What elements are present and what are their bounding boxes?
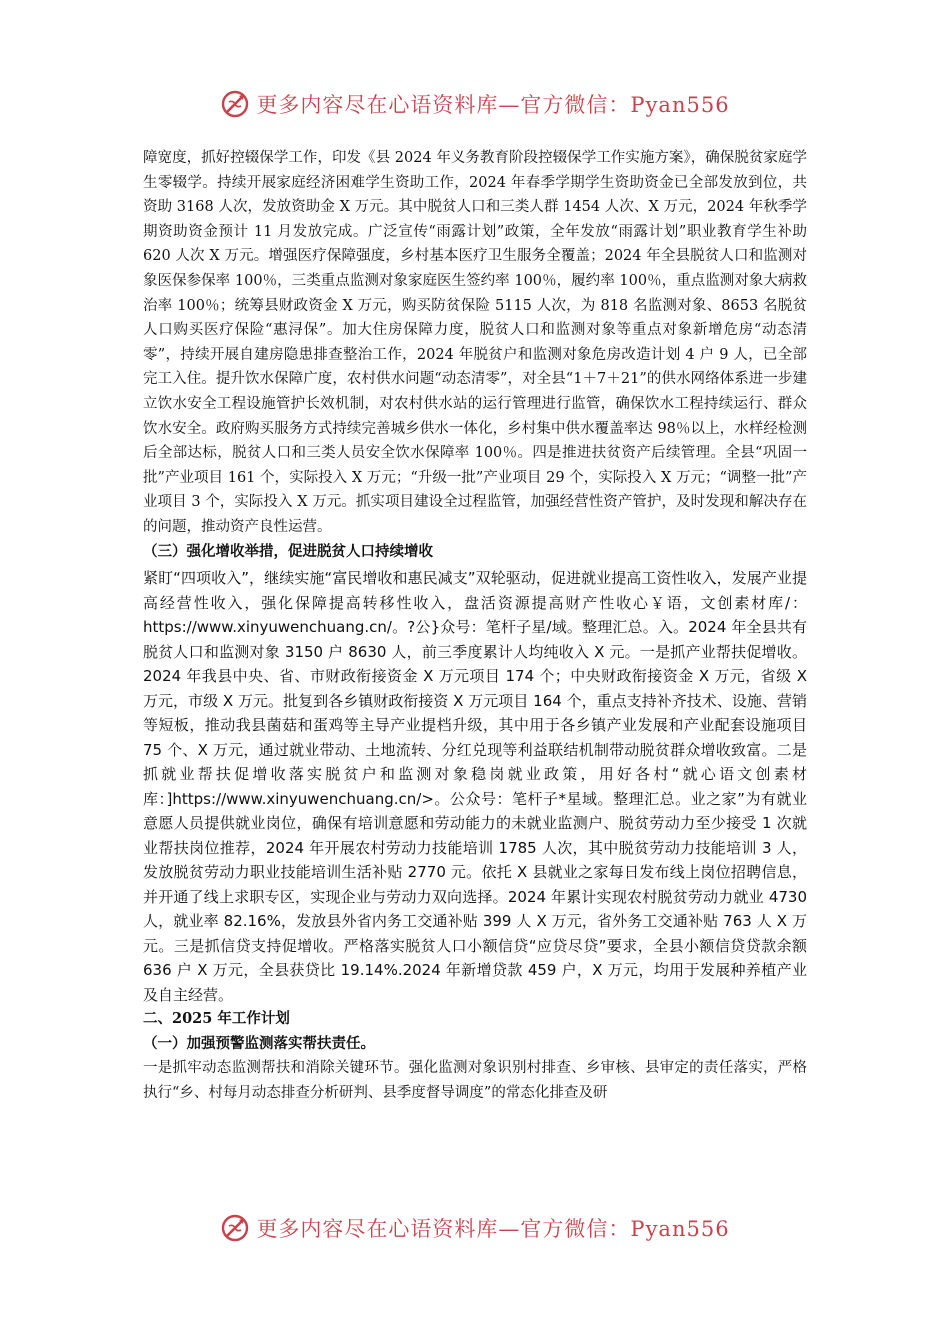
document-body <box>143 146 807 1105</box>
banner-text: 更多内容尽在心语资料库—官方微信：Pyan556 <box>256 1217 730 1241</box>
footer-banner <box>0 1208 950 1248</box>
subsection-heading-monitoring: （一）加强预警监测落实帮扶责任。 <box>143 1034 375 1052</box>
brand-logo-icon <box>220 89 250 119</box>
paragraph-income-measures: 紧盯“四项收入”，继续实施“富民增收和惠民减支”双轮驱动，促进就业提高工资性收入，发展产业提高经营性收入，强化保障提高转移性收入，盘活资源提高财产性收心￥语，文创素材库/：https://www.xinyuwenchuang.cn/。?公}众号：笔杆子星/域。整理汇总。入。2024 年全县共有脱贫人口和监测对象 3150 户 8630 人，前三季度累计人均纯收入 X 元。一是抓产业帮扶促增收。2024 年我县中央、省、市财政衔接资金 X 万元项目 174 个；中央财政衔接资金 X 万元，省级 X 万元，市级 X 万元。批复到各乡镇财政衔接资 X 万元项目 164 个，重点支持补齐技术、设施、营销等短板，推动我县菌菇和蛋鸡等主导产业提档升级，其中用于各乡镇产业发展和产业配套设施项目 75 个、X 万元，通过就业带动、土地流转、分红兑现等利益联结机制带动脱贫群众增收致富。二是抓就业帮扶促增收落实脱贫户和监测对象稳岗就业政策，用好各村“就心语文创素材库：]https://www.xinyuwenchuang.cn/>。公众号：笔杆子*星域。整理汇总。业之家”为有就业意愿人员提供就业岗位，确保有培训意愿和劳动能力的未就业监测户、脱贫劳动力至少接受 1 次就业帮扶岗位推荐，2024 年开展农村劳动力技能培训 1785 人次，其中脱贫劳动力技能培训 3 人，发放脱贫劳动力职业技能培训生活补贴 2770 元。依托 X 县就业之家每日发布线上岗位招聘信息，并开通了线上求职专区，实现企业与劳动力双向选择。2024 年累计实现农村脱贫劳动力就业 4730 人，就业率 82.16%，发放县外省内务工交通补贴 399 人 X 万元，省外务工交通补贴 763 人 X 万元。三是抓信贷支持促增收。严格落实脱贫人口小额信贷“应贷尽贷”要求，全县小额信贷贷款余额 636 户 X 万元，全县获贷比 19.14%.2024 年新增贷款 459 户，X 万元，均用于发展种养植产业及自主经营。 <box>143 569 807 1004</box>
paragraph-education-health-housing: 障宽度，抓好控辍保学工作，印发《县 2024 年义务教育阶段控辍保学工作实施方案》，确保脱贫家庭学生零辍学。持续开展家庭经济困难学生资助工作，2024 年春季学期学生资助资金已全部发放到位，共资助 3168 人次，发放资助金 X 万元。其中脱贫人口和三类人群 1454 人次、X 万元，2024 年秋季学期资助资金预计 11 月发放完成。广泛宣传“雨露计划”政策，全年发放“雨露计划”职业教育学生补助 620 人次 X 万元。增强医疗保障强度，乡村基本医疗卫生服务全覆盖；2024 年全县脱贫人口和监测对象医保参保率 100％，三类重点监测对象家庭医生签约率 100％，履约率 100％，重点监测对象大病救治率 100％；统筹县财政资金 X 万元，购买防贫保险 5115 人次，为 818 名监测对象、8653 名脱贫人口购买医疗保险“惠浔保”。加大住房保障力度，脱贫人口和监测对象等重点对象新增危房“动态清零”，持续开展自建房隐患排查整治工作，2024 年脱贫户和监测对象危房改造计划 4 户 9 人，已全部完工入住。提升饮水保障广度，农村供水问题“动态清零”，对全县“1＋7＋21”的供水网络体系进一步建立饮水安全工程设施管护长效机制，对农村供水站的运行管理进行监管，确保饮水工程持续运行、群众饮水安全。政府购买服务方式持续完善城乡供水一体化，乡村集中供水覆盖率达 98％以上，水样经检测后全部达标，脱贫人口和三类人员安全饮水保障率 100％。四是推进扶贫资产后续管理。全县“巩固一批”产业项目 161 个，实际投入 X 万元；“升级一批”产业项目 29 个，实际投入 X 万元；“调整一批”产业项目 3 个，实际投入 X 万元。抓实项目建设全过程监管，加强经营性资产管护，及时发现和解决存在的问题，推动资产良性运营。 <box>143 150 807 535</box>
header-banner <box>0 84 950 124</box>
paragraph-monitoring: 一是抓牢动态监测帮扶和消除关键环节。强化监测对象识别村排查、乡审核、县审定的责任落实，严格执行“乡、村每月动态排查分析研判、县季度督导调度”的常态化排查及研 <box>143 1060 807 1101</box>
brand-logo-icon <box>220 1213 250 1243</box>
section-heading-2025-plan: 二、2025 年工作计划 <box>143 1010 290 1028</box>
section-heading-income: （三）强化增收举措，促进脱贫人口持续增收 <box>143 542 433 560</box>
banner-text: 更多内容尽在心语资料库—官方微信：Pyan556 <box>256 93 730 117</box>
